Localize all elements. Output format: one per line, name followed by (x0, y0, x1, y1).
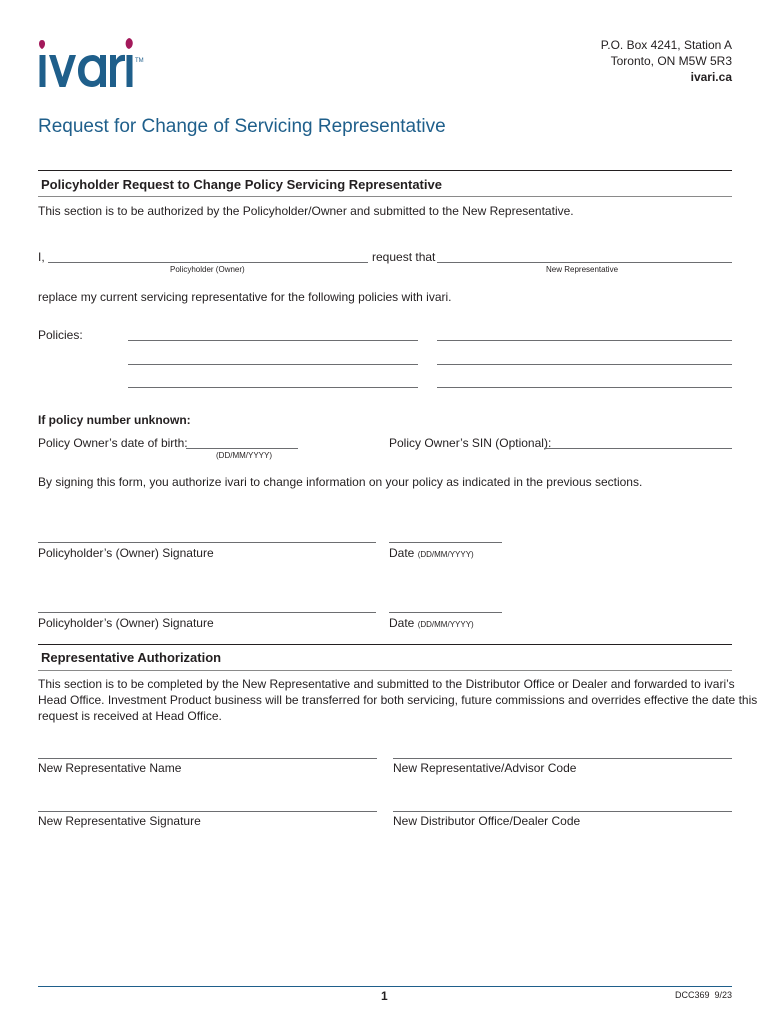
section1-heading: Policyholder Request to Change Policy Servicing Representative (41, 177, 442, 192)
section2-intro-line3: request is received at Head Office. (38, 709, 222, 723)
section2-bottom-rule (38, 670, 732, 671)
address-line-1: P.O. Box 4241, Station A (600, 38, 732, 52)
office-code-field[interactable] (393, 811, 732, 812)
ivari-logo-mark (36, 34, 146, 90)
policy-field-4[interactable] (437, 364, 732, 365)
section2-intro-line2: Head Office. Investment Product business will be transferred for both servicing, future commissions and overrides effective the date this (38, 693, 758, 707)
new-representative-field[interactable] (437, 262, 732, 263)
date-format: (DD/MM/YYYY) (417, 550, 474, 559)
company-address (601, 37, 732, 85)
policyholder-name-field[interactable] (48, 262, 368, 263)
footer-rule (38, 986, 732, 987)
ivari-logo (36, 34, 146, 90)
policy-field-1[interactable] (128, 340, 418, 341)
section1-top-rule (38, 170, 732, 171)
sin-label: Policy Owner’s SIN (Optional): (389, 436, 552, 450)
owner-date-field-2[interactable] (389, 612, 502, 613)
dob-format-caption: (DD/MM/YYYY) (216, 451, 272, 460)
section2-heading: Representative Authorization (41, 650, 222, 665)
date-format: (DD/MM/YYYY) (417, 620, 474, 629)
request-that-label: request that (372, 250, 436, 264)
date-label: Date (389, 616, 415, 630)
rep-name-label: New Representative Name (38, 761, 182, 775)
sin-field[interactable] (544, 448, 732, 449)
owner-date-label-1 (389, 546, 474, 560)
owner-date-label-2 (389, 616, 474, 630)
unknown-policy-heading: If policy number unknown: (38, 413, 191, 427)
page-number: 1 (381, 989, 388, 1003)
dob-field[interactable] (186, 448, 298, 449)
rep-code-label: New Representative/Advisor Code (393, 761, 577, 775)
rep-name-field[interactable] (38, 758, 377, 759)
date-label: Date (389, 546, 415, 560)
address-web: ivari.ca (690, 70, 732, 84)
policies-label: Policies: (38, 328, 83, 342)
rep-signature-field[interactable] (38, 811, 377, 812)
rep-code-field[interactable] (393, 758, 732, 759)
policy-field-3[interactable] (128, 364, 418, 365)
form-code: DCC369 9/23 (674, 990, 732, 1000)
section1-intro: This section is to be authorized by the Policyholder/Owner and submitted to the New Representative. (38, 204, 574, 218)
owner-signature-field-1[interactable] (38, 542, 376, 543)
address-line-2: Toronto, ON M5W 5R3 (610, 54, 732, 68)
i-label: I, (38, 250, 45, 264)
owner-signature-label-2: Policyholder’s (Owner) Signature (38, 616, 214, 630)
policy-field-5[interactable] (128, 387, 418, 388)
rep-signature-label: New Representative Signature (38, 814, 201, 828)
section2-intro (38, 676, 758, 724)
owner-signature-label-1: Policyholder’s (Owner) Signature (38, 546, 214, 560)
owner-signature-field-2[interactable] (38, 612, 376, 613)
office-code-label: New Distributor Office/Dealer Code (393, 814, 581, 828)
replace-text: replace my current servicing representative for the following policies with ivari. (38, 290, 452, 304)
section2-top-rule (38, 644, 732, 645)
owner-date-field-1[interactable] (389, 542, 502, 543)
section1-bottom-rule (38, 196, 732, 197)
new-representative-caption: New Representative (546, 265, 619, 274)
section2-intro-line1: This section is to be completed by the New Representative and submitted to the Distributor Office or Dealer and forwarded to ivari’s (38, 677, 735, 691)
authorize-text: By signing this form, you authorize ivari to change information on your policy as indicated in the previous sections. (38, 475, 643, 489)
policy-field-2[interactable] (437, 340, 732, 341)
policyholder-caption: Policyholder (Owner) (170, 265, 245, 274)
form-title: Request for Change of Servicing Representative (38, 116, 446, 137)
dob-label: Policy Owner’s date of birth: (38, 436, 188, 450)
svg-text:TM: TM (135, 58, 144, 64)
policy-field-6[interactable] (437, 387, 732, 388)
